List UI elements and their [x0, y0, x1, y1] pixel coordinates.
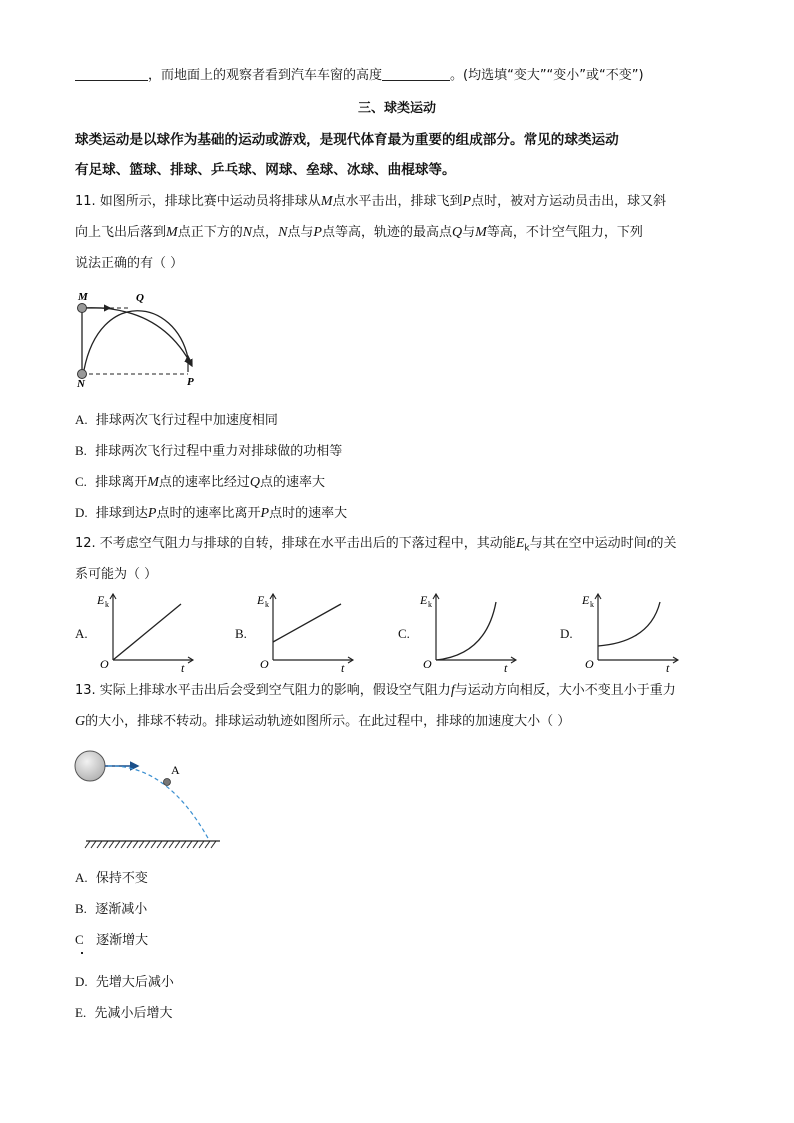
q13-option-b[interactable]: B. 逐渐减小 [75, 901, 148, 917]
x-axis-label: t [341, 661, 345, 675]
y-axis-label: E [582, 593, 590, 607]
top-line [75, 66, 644, 86]
ek-curve [113, 604, 181, 660]
hatch-mark [121, 841, 126, 848]
q12-graph-c [416, 588, 526, 673]
p-to-n-trajectory [84, 311, 188, 370]
hatch-mark [169, 841, 174, 848]
ek-curve [273, 604, 341, 642]
q11-option-a[interactable]: A. 排球两次飞行过程中加速度相同 [75, 412, 278, 428]
y-axis-label: E [420, 593, 428, 607]
q12-option-b-letter[interactable]: B. [235, 626, 247, 641]
stray-dot [81, 952, 83, 954]
dashed-trajectory [108, 766, 209, 840]
q13-trajectory-figure [72, 748, 227, 850]
hatch-mark [211, 841, 216, 848]
q13-line-1: 13. 实际上排球水平击出后会受到空气阻力的影响，假设空气阻力f与运动方向相反，大小不变且小于重力 [75, 683, 676, 698]
x-axis-label: t [504, 661, 508, 675]
y-axis-label-subscript: k [590, 600, 594, 609]
label-p: P [187, 376, 194, 388]
hatch-mark [187, 841, 192, 848]
hatch-mark [205, 841, 210, 848]
ground-hatching [85, 841, 216, 848]
q12-option-c-letter[interactable]: C. [398, 626, 410, 641]
q13-option-c[interactable]: C 逐渐增大 [75, 932, 149, 948]
q12-option-a-letter[interactable]: A. [75, 626, 88, 641]
ek-curve [436, 602, 496, 660]
q11-trajectory-figure [70, 288, 210, 388]
hatch-mark [127, 841, 132, 848]
hatch-mark [157, 841, 162, 848]
hatch-mark [115, 841, 120, 848]
hatch-mark [199, 841, 204, 848]
y-axis-label: E [97, 593, 105, 607]
intro-line-1: 球类运动是以球作为基础的运动或游戏，是现代体育最为重要的组成部分。常见的球类运动 [75, 132, 619, 148]
q12-option-d-letter[interactable]: D. [560, 626, 573, 641]
q11-line-2: 向上飞出后落到M点正下方的N点，N点与P点等高，轨迹的最高点Q与M等高，不计空气阻力，下列 [75, 225, 643, 240]
hatch-mark [175, 841, 180, 848]
y-axis-label: E [257, 593, 265, 607]
hatch-mark [91, 841, 96, 848]
answer-blank-1[interactable] [75, 66, 148, 81]
hatch-mark [103, 841, 108, 848]
hatch-mark [193, 841, 198, 848]
hatch-mark [109, 841, 114, 848]
volleyball-ball [75, 751, 105, 781]
label-q: Q [136, 292, 144, 304]
hatch-mark [181, 841, 186, 848]
hatch-mark [145, 841, 150, 848]
q13-option-d[interactable]: D. 先增大后减小 [75, 974, 174, 990]
origin-label: O [100, 657, 109, 671]
q12-line-2: 系可能为（ ） [75, 567, 158, 582]
top-line-text-1: ，而地面上的观察者看到汽车车窗的高度 [148, 68, 383, 83]
point-a-ball [164, 779, 171, 786]
answer-blank-2[interactable] [382, 66, 450, 81]
q11-line-1: 11. 如图所示，排球比赛中运动员将排球从M点水平击出，排球飞到P点时，被对方运动员击出，球又斜 [75, 194, 667, 209]
y-axis-label-subscript: k [428, 600, 432, 609]
top-line-text-2: 。(均选填“变大”“变小”或“不变”) [450, 68, 644, 83]
q11-line-3: 说法正确的有（ ） [75, 256, 184, 271]
x-axis-label: t [181, 661, 185, 675]
label-m: M [78, 291, 88, 303]
point-a-label: A [171, 763, 180, 777]
hatch-mark [151, 841, 156, 848]
hatch-mark [85, 841, 90, 848]
ball-m [78, 304, 87, 313]
hatch-mark [163, 841, 168, 848]
origin-label: O [423, 657, 432, 671]
q11-option-b[interactable]: B. 排球两次飞行过程中重力对排球做的功相等 [75, 443, 343, 459]
q11-option-c[interactable]: C. 排球离开M点的速率比经过Q点的速率大 [75, 474, 326, 490]
hatch-mark [97, 841, 102, 848]
label-n: N [77, 378, 85, 390]
q12-graph-a [93, 588, 203, 673]
ek-curve [598, 602, 660, 646]
y-axis-label-subscript: k [265, 600, 269, 609]
y-axis-label-subscript: k [105, 600, 109, 609]
q12-graph-d [578, 588, 688, 673]
q12-line-1: 12. 不考虑空气阻力与排球的自转，排球在水平击出后的下落过程中，其动能$E_k$与其在空中运动时间t的关 [75, 536, 677, 554]
q11-option-d[interactable]: D. 排球到达P点时的速率比离开P点时的速率大 [75, 505, 348, 521]
q13-option-a[interactable]: A. 保持不变 [75, 870, 148, 886]
q13-option-e[interactable]: E. 先减小后增大 [75, 1005, 173, 1021]
intro-line-2: 有足球、篮球、排球、乒乓球、网球、垒球、冰球、曲棍球等。 [75, 162, 456, 178]
q13-line-2: G的大小，排球不转动。排球运动轨迹如图所示。在此过程中，排球的加速度大小（ ） [75, 714, 571, 729]
q12-graph-b [253, 588, 363, 673]
x-axis-label: t [666, 661, 670, 675]
origin-label: O [260, 657, 269, 671]
origin-label: O [585, 657, 594, 671]
section-title: 三、球类运动 [357, 101, 436, 116]
hatch-mark [139, 841, 144, 848]
m-to-p-trajectory [82, 308, 192, 366]
hatch-mark [133, 841, 138, 848]
